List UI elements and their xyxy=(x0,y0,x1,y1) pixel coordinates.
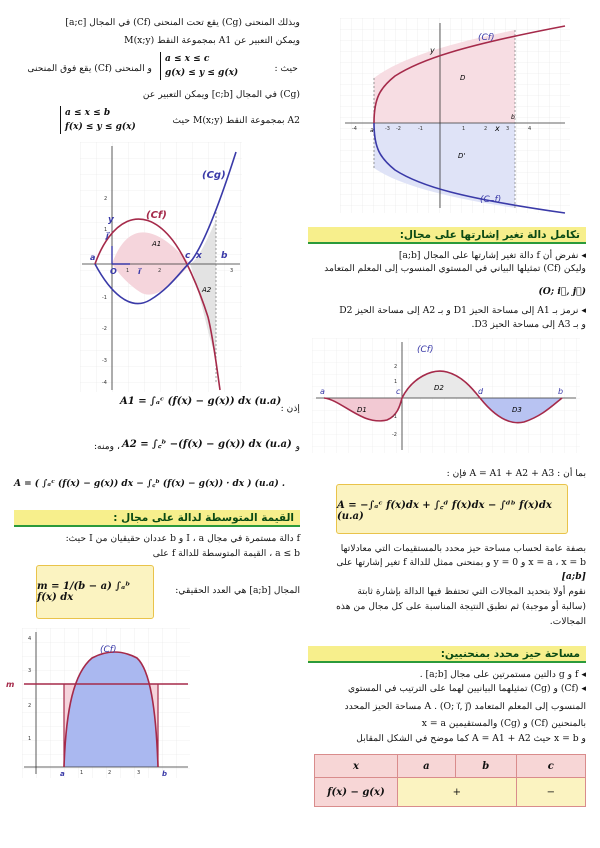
sign-text-4: و بـ A3 إلى مساحة الحيز D3. xyxy=(471,319,586,330)
svg-text:-1: -1 xyxy=(418,126,423,132)
g1-b-label: b xyxy=(511,114,515,121)
svg-text:3: 3 xyxy=(230,268,234,274)
sign-table xyxy=(314,754,586,807)
two-text-1: ◂ f و g دالتين مستمرتين على مجال [a;b] . xyxy=(419,669,586,680)
svg-text:2: 2 xyxy=(28,703,32,709)
two-text-2: ◂ (Cf) و (Cg) تمثيلهما البيانيين لهما على الترتيب في المستوي xyxy=(347,683,586,694)
two-text-5: و x = b حيث A = A1 + A2 كما موضح في الشكل المقابل xyxy=(356,733,586,744)
g2-c-label: c xyxy=(185,251,191,261)
g1-a-label: a xyxy=(370,127,374,134)
sign-since: بما أن : A = A1 + A2 + A3 فإن : xyxy=(446,468,586,479)
svg-text:2: 2 xyxy=(104,196,108,202)
svg-text:-3: -3 xyxy=(102,358,107,364)
table-head-x: x xyxy=(315,755,398,778)
two-text-3: المنسوب إلى المعلم المتعامد (O; i⃗, j⃗) . A مساحة الحيز المحدد xyxy=(344,701,586,712)
g3-cf-label: (Cf) xyxy=(417,345,434,355)
section-head-mean-value: القيمة المتوسطة لدالة على مجال : xyxy=(14,510,300,527)
sign-formula: A = −∫ₐᶜ f(x)dx + ∫꜀ᵈ f(x)dx − ∫ᵈᵇ f(x)dx (u.a) xyxy=(337,499,552,522)
svg-text:1: 1 xyxy=(126,268,130,274)
formula2-suffix: ، ومنه: xyxy=(93,441,120,452)
g3-d1-label: D1 xyxy=(357,406,367,414)
general-text-3: [a;b] xyxy=(561,571,586,582)
g2-cg-label: (Cg) xyxy=(202,170,226,181)
g2-a-label: a xyxy=(90,253,96,262)
g3-c-label: c xyxy=(396,387,401,396)
g2-y-label: y xyxy=(108,215,114,225)
svg-text:2: 2 xyxy=(158,268,162,274)
svg-text:-1: -1 xyxy=(102,295,107,301)
svg-text:3: 3 xyxy=(506,126,510,132)
section-head-sign-change: تكامل دالة تغير إشارتها على مجال: xyxy=(308,227,586,244)
sign-text-2b: (O; i⃗, j⃗) xyxy=(538,286,586,297)
g3-d-label: d xyxy=(478,387,484,396)
svg-text:3: 3 xyxy=(137,770,141,776)
g2-a1-label: A1 xyxy=(152,240,162,248)
formula2: A2 = ∫꜀ᵇ −(f(x) − g(x)) dx (u.a) xyxy=(122,439,292,450)
g3-d2-label: D2 xyxy=(434,384,444,392)
svg-text:-3: -3 xyxy=(385,126,390,132)
sign-formula-box xyxy=(336,484,568,534)
graph-cf-cg xyxy=(80,142,242,392)
system-1-line-b: g(x) ≤ y ≤ g(x) xyxy=(165,68,239,78)
svg-text:1: 1 xyxy=(104,227,108,233)
general-text-5: (سالبة أو موجبة) ثم نطبق النتيجة المناسبة على كل مجال من هذه xyxy=(336,601,586,612)
general-text-2: x = a ، x = b و y = 0 و بمنحنى ممثل للدالة f تغير إشارتها على xyxy=(336,557,586,568)
g2-a2-label: A2 xyxy=(202,286,212,294)
mean-text-3: المجال [a;b] هي العدد الحقيقي: xyxy=(175,585,300,596)
g3-d3-label: D3 xyxy=(512,406,522,414)
table-head-a: a xyxy=(398,755,456,778)
svg-text:1: 1 xyxy=(394,379,398,385)
g1-dp-label: D' xyxy=(458,152,466,160)
g2-o-label: O xyxy=(110,267,117,276)
system-1-line-a: a ≤ x ≤ c xyxy=(165,54,210,64)
svg-text:-2: -2 xyxy=(102,326,107,332)
g1-y-label: y xyxy=(430,46,435,55)
table-sign-plus: + xyxy=(398,778,517,807)
system-1 xyxy=(160,52,238,80)
svg-text:-4: -4 xyxy=(352,126,357,132)
svg-text:-1: -1 xyxy=(392,414,397,420)
system-2-line-b: f(x) ≤ y ≤ g(x) xyxy=(65,122,136,132)
g4-cf-label: (Cf) xyxy=(100,645,117,655)
sign-text-1: ◂ نفرض أن f دالة تغير إشارتها على المجال [a;b] xyxy=(398,250,586,261)
g1-cneg-label: (C₋f) xyxy=(480,195,502,205)
graph-mean-value xyxy=(6,628,190,778)
svg-text:1: 1 xyxy=(28,736,32,742)
svg-text:4: 4 xyxy=(28,636,32,642)
table-row-label: f(x) − g(x) xyxy=(315,778,398,807)
formula1-prefix: إذن : xyxy=(280,403,300,414)
formula2-prefix: و xyxy=(295,441,300,452)
svg-text:1: 1 xyxy=(462,126,466,132)
mean-formula-box xyxy=(36,565,154,619)
general-text-4: نقوم أولا بتحديد المجالات التي تحتفظ فيها الدالة بإشارة ثابتة xyxy=(357,586,586,597)
svg-text:-2: -2 xyxy=(396,126,401,132)
svg-text:-4: -4 xyxy=(102,380,107,386)
intro-text-5: A2 بمجموعة النقط M(x;y) حيث xyxy=(172,115,300,126)
g3-b-label: b xyxy=(558,387,564,396)
svg-text:2: 2 xyxy=(108,770,112,776)
intro-text-4: (Cg) في المجال [c;b] ويمكن التعبير عن xyxy=(142,89,300,100)
g1-d-label: D xyxy=(460,74,466,82)
graph-d1-d2-d3 xyxy=(312,338,580,453)
section-head-two-curves: مساحة حيز محدد بمنحنيين: xyxy=(308,646,586,663)
mean-text-1: f دالة مستمرة في مجال I ، a و b عددان حقيقيان من I حيث: xyxy=(65,533,300,544)
g4-a-label: a xyxy=(60,770,65,778)
general-text-6: المجالات. xyxy=(549,616,586,627)
two-text-4: بالمنحنين (Cf) و (Cg) والمستقيمين x = a xyxy=(421,718,586,729)
mean-formula: m = 1/(b − a) ∫ₐᵇ f(x) dx xyxy=(37,581,131,603)
intro-text-1: وبذلك المنحنى (Cg) يقع تحت المنحنى (Cf) في المجال [a;c] xyxy=(65,17,300,28)
g2-j-label: j⃗ xyxy=(106,231,109,240)
svg-text:4: 4 xyxy=(528,126,532,132)
sign-text-3: ◂ نرمز بـ A1 إلى مساحة الحيز D1 و بـ A2 إلى مساحة الحيز D2 xyxy=(339,305,586,316)
table-head-b: b xyxy=(455,755,516,778)
intro-text-3: و المنحنى (Cf) يقع فوق المنحنى xyxy=(27,63,152,74)
intro-text-2: ويمكن التعبير عن A1 بمجموعة النقط M(x;y) xyxy=(124,35,300,46)
svg-text:2: 2 xyxy=(394,364,398,370)
g3-a-label: a xyxy=(320,387,325,396)
mean-text-2: a ≤ b ، القيمة المتوسطة للدالة f على xyxy=(152,548,300,559)
svg-text:2: 2 xyxy=(484,126,488,132)
svg-text:-2: -2 xyxy=(392,432,397,438)
table-head-c: c xyxy=(516,755,585,778)
svg-text:1: 1 xyxy=(80,770,84,776)
g1-cf-label: (Cf) xyxy=(478,33,495,43)
system-2-line-a: a ≤ x ≤ b xyxy=(65,108,111,118)
table-sign-minus: − xyxy=(516,778,585,807)
g1-x-label: x xyxy=(495,124,500,133)
g4-b-label: b xyxy=(162,770,168,778)
sign-text-2: وليكن (Cf) تمثيلها البياني في المستوي المنسوب إلى المعلم المتعامد xyxy=(324,263,586,274)
g2-cf-label: (Cf) xyxy=(146,210,167,221)
g4-m-label: m xyxy=(6,680,15,689)
graph-cf-cminusf xyxy=(340,18,570,213)
intro-where: حيث : xyxy=(274,63,298,74)
g2-b-label: b xyxy=(221,251,228,261)
g2-i-label: i⃗ xyxy=(138,267,141,276)
system-2 xyxy=(60,106,136,134)
formula3: A = ( ∫ₐᶜ (f(x) − g(x)) dx − ∫꜀ᵇ (f(x) − g(x)) · dx ) (u.a) . xyxy=(14,479,285,489)
formula1: A1 = ∫ₐᶜ (f(x) − g(x)) dx (u.a) xyxy=(120,396,282,407)
svg-text:3: 3 xyxy=(28,668,32,674)
g2-x-label: x xyxy=(196,251,202,261)
general-text-1: بصفة عامة لحساب مساحة حيز محدد بالمستقيمات التي معادلاتها xyxy=(340,543,586,554)
